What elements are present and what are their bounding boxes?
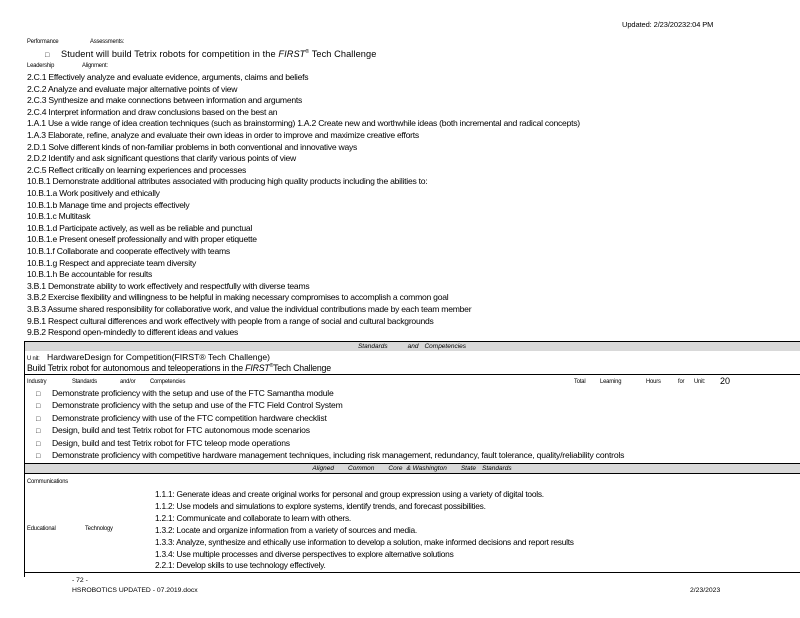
- alignment-line: 3.B.1 Demonstrate ability to work effectively and respectfully with diverse teams: [27, 280, 310, 291]
- learning-label: Learning: [600, 378, 622, 385]
- assessments-label: Assessments:: [90, 38, 125, 45]
- alignment-line: 2.C.3 Synthesize and make connections between information and arguments: [27, 95, 303, 106]
- competency-item: [36, 450, 624, 460]
- unit-title-row: U nit: HardwareDesign for Competition(FIRST® Tech Challenge): [27, 352, 271, 362]
- alignment-line: 10.B.1.g Respect and appreciate team diversity: [27, 257, 197, 268]
- footer-date: 2/23/2023: [690, 587, 721, 594]
- alignment-line: 2.C.1 Effectively analyze and evaluate evidence, arguments, claims and beliefs: [27, 72, 309, 82]
- standard-item: 2.2.1: Develop skills to use technology effectively.: [155, 560, 326, 571]
- alignment-line: 9.B.2 Respond open-mindedly to different ideas and values: [27, 327, 239, 338]
- divider: [24, 374, 800, 375]
- bullet-icon: □: [36, 415, 41, 423]
- competencies-label: Competencies: [150, 378, 186, 385]
- competency-item: [36, 425, 310, 435]
- alignment-line: 10.B.1.d Participate actively, as well as be reliable and punctual: [27, 222, 253, 233]
- bullet-icon: □: [36, 403, 41, 411]
- unit-description: Build Tetrix robot for autonomous and teleoperations in the FIRST®Tech Challenge: [27, 363, 331, 373]
- bottom-border: [24, 572, 800, 573]
- alignment-line: 3.B.2 Exercise flexibility and willingness to be helpful in making necessary compromises to accomplish a common goal: [27, 292, 449, 303]
- standards-competencies-bar: Standards and Competencies: [24, 341, 800, 351]
- updated-timestamp: Updated: 2/23/20232:04 PM: [622, 20, 714, 29]
- technology-label: Technology: [85, 525, 113, 532]
- alignment-line: 10.B.1.b Manage time and projects effectively: [27, 199, 190, 210]
- unit-title: HardwareDesign for Competition(FIRST® Tech Challenge): [46, 352, 271, 362]
- competency-text: Design, build and test Tetrix robot for FTC autonomous mode scenarios: [52, 425, 310, 436]
- total-label: Total: [574, 378, 586, 385]
- performance-item: □ Student will build Tetrix robots for competition in the FIRST® Tech Challenge: [45, 49, 377, 60]
- alignment-line: 2.C.4 Interpret information and draw conclusions based on the best an: [27, 106, 278, 117]
- alignment-label: Alignment:: [82, 62, 108, 69]
- left-border: [24, 341, 25, 577]
- hours-label: Hours: [646, 378, 661, 385]
- bullet-icon: □: [36, 428, 41, 436]
- standard-item: 1.2.1: Communicate and collaborate to learn with others.: [155, 512, 351, 523]
- competency-item: [36, 388, 334, 398]
- bullet-icon: □: [36, 453, 41, 460]
- competency-text: Demonstrate proficiency with the setup and use of the FTC Samantha module: [52, 388, 334, 398]
- aligned-standards-bar: Aligned Common Core & Washington State Standards: [24, 463, 800, 473]
- alignment-line: 10.B.1.e Present oneself professionally and with proper etiquette: [27, 234, 257, 245]
- alignment-line: 3.B.3 Assume shared responsibility for collaborative work, and value the individual contributions made by each team member: [27, 304, 472, 314]
- alignment-line: 10.B.1.a Work positively and ethically: [27, 188, 160, 198]
- alignment-line: 2.C.2 Analyze and evaluate major alternative points of view: [27, 83, 238, 94]
- alignment-line: 9.B.1 Respect cultural differences and work effectively with people from a range of social and cultural backgrounds: [27, 315, 434, 326]
- competency-text: Demonstrate proficiency with use of the FTC competition hardware checklist: [52, 412, 327, 423]
- alignment-line: 2.D.2 Identify and ask significant questions that clarify various points of view: [27, 153, 296, 164]
- standards-label: Standards: [72, 378, 98, 385]
- alignment-line: 10.B.1.f Collaborate and cooperate effectively with teams: [27, 246, 230, 256]
- standard-item: 1.1.2: Use models and simulations to explore systems, identify trends, and forecast possibilities.: [155, 500, 486, 511]
- alignment-line: 10.B.1.c Multitask: [27, 211, 91, 222]
- alignment-line: 1.A.3 Elaborate, refine, analyze and evaluate their own ideas in order to improve and maximize creative efforts: [27, 130, 419, 140]
- alignment-line: 2.D.1 Solve different kinds of non-familiar problems in both conventional and innovative ways: [27, 141, 358, 152]
- page-number: - 72 -: [72, 577, 88, 584]
- andor-label: and/or: [120, 378, 136, 385]
- standard-item: 1.3.2: Locate and organize information from a variety of sources and media.: [155, 524, 417, 535]
- bullet-icon: □: [36, 391, 41, 398]
- standard-item: 1.3.3: Analyze, synthesize and ethically use information to develop a solution, make informed decisions and report results: [155, 536, 574, 547]
- alignment-line: 2.C.5 Reflect critically on learning experiences and processes: [27, 164, 247, 175]
- alignment-line: 10.B.1.h Be accountable for results: [27, 269, 153, 280]
- standard-item: 1.1.1: Generate ideas and create original works for personal and group expression using a variety of digital tools.: [155, 489, 544, 499]
- competency-item: [36, 400, 343, 410]
- standard-item: 1.3.4: Use multiple processes and diverse perspectives to explore alternative solutions: [155, 548, 454, 559]
- bullet-icon: □: [36, 440, 41, 448]
- alignment-line: 10.B.1 Demonstrate additional attributes associated with producing high quality products including the abilities to:: [27, 176, 428, 187]
- divider: [24, 473, 800, 474]
- competency-text: Design, build and test Tetrix robot for FTC teleop mode operations: [52, 437, 290, 448]
- for-label: for: [678, 378, 685, 385]
- competency-text: Demonstrate proficiency with competitive hardware management techniques, including risk management, redundancy, fault tolerance, quality/reliability controls: [52, 450, 625, 460]
- competency-item: [36, 413, 327, 423]
- educational-label: Educational: [27, 525, 56, 532]
- footer-filename: HSROBOTICS UPDATED - 07.2019.docx: [72, 587, 198, 594]
- industry-label: Industry: [27, 378, 47, 385]
- total-hours-value: 20: [720, 376, 731, 386]
- competency-text: Demonstrate proficiency with the setup and use of the FTC Field Control System: [52, 400, 343, 411]
- bullet-icon: □: [45, 52, 50, 60]
- unit-label: Unit:: [694, 378, 706, 385]
- leadership-label: Leadership: [27, 62, 55, 69]
- alignment-line: 1.A.1 Use a wide range of idea creation techniques (such as brainstorming) 1.A.2 Create new and worthwhile ideas (both incremental and radical concepts): [27, 118, 580, 129]
- competency-item: [36, 438, 290, 448]
- performance-label: Performance: [27, 38, 59, 45]
- communications-label: Communications: [27, 478, 69, 485]
